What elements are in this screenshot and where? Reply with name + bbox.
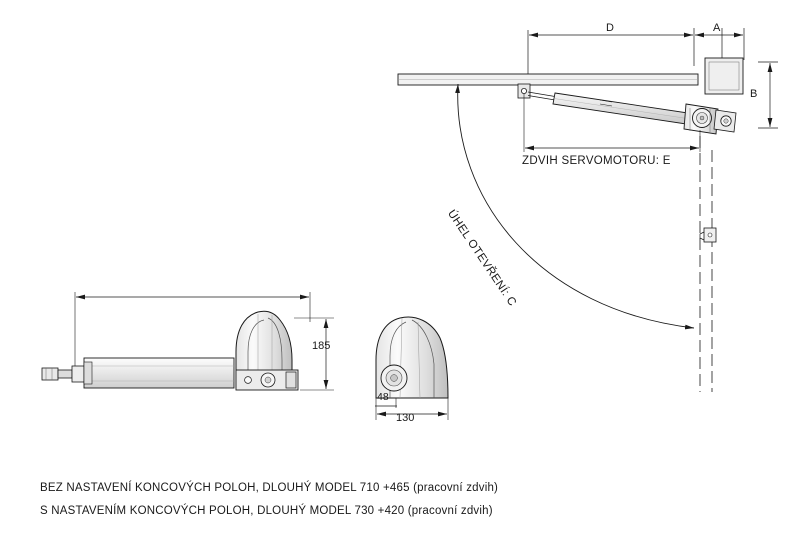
dimension-label-d: D: [606, 22, 614, 34]
dimension-label-b: B: [750, 88, 758, 100]
opening-angle-label: ÚHEL OTEVŘENÍ: C: [445, 208, 519, 309]
dimension-label-48: 48: [377, 391, 389, 403]
note-line-2: S NASTAVENÍM KONCOVÝCH POLOH, DLOUHÝ MODEL 730 +420 (pracovní zdvih): [40, 505, 493, 517]
note-line-1: BEZ NASTAVENÍ KONCOVÝCH POLOH, DLOUHÝ MODEL 710 +465 (pracovní zdvih): [40, 482, 499, 494]
dimension-label-130: 130: [396, 412, 415, 424]
stroke-label: ZDVIH SERVOMOTORU: E: [522, 155, 671, 167]
dimension-label-185: 185: [312, 340, 331, 352]
side-elevation-group: [42, 292, 334, 390]
actuator-arm: [518, 84, 736, 134]
notes-block: [40, 482, 740, 528]
dimension-label-a: A: [713, 22, 721, 34]
front-elevation-group: [375, 317, 448, 420]
